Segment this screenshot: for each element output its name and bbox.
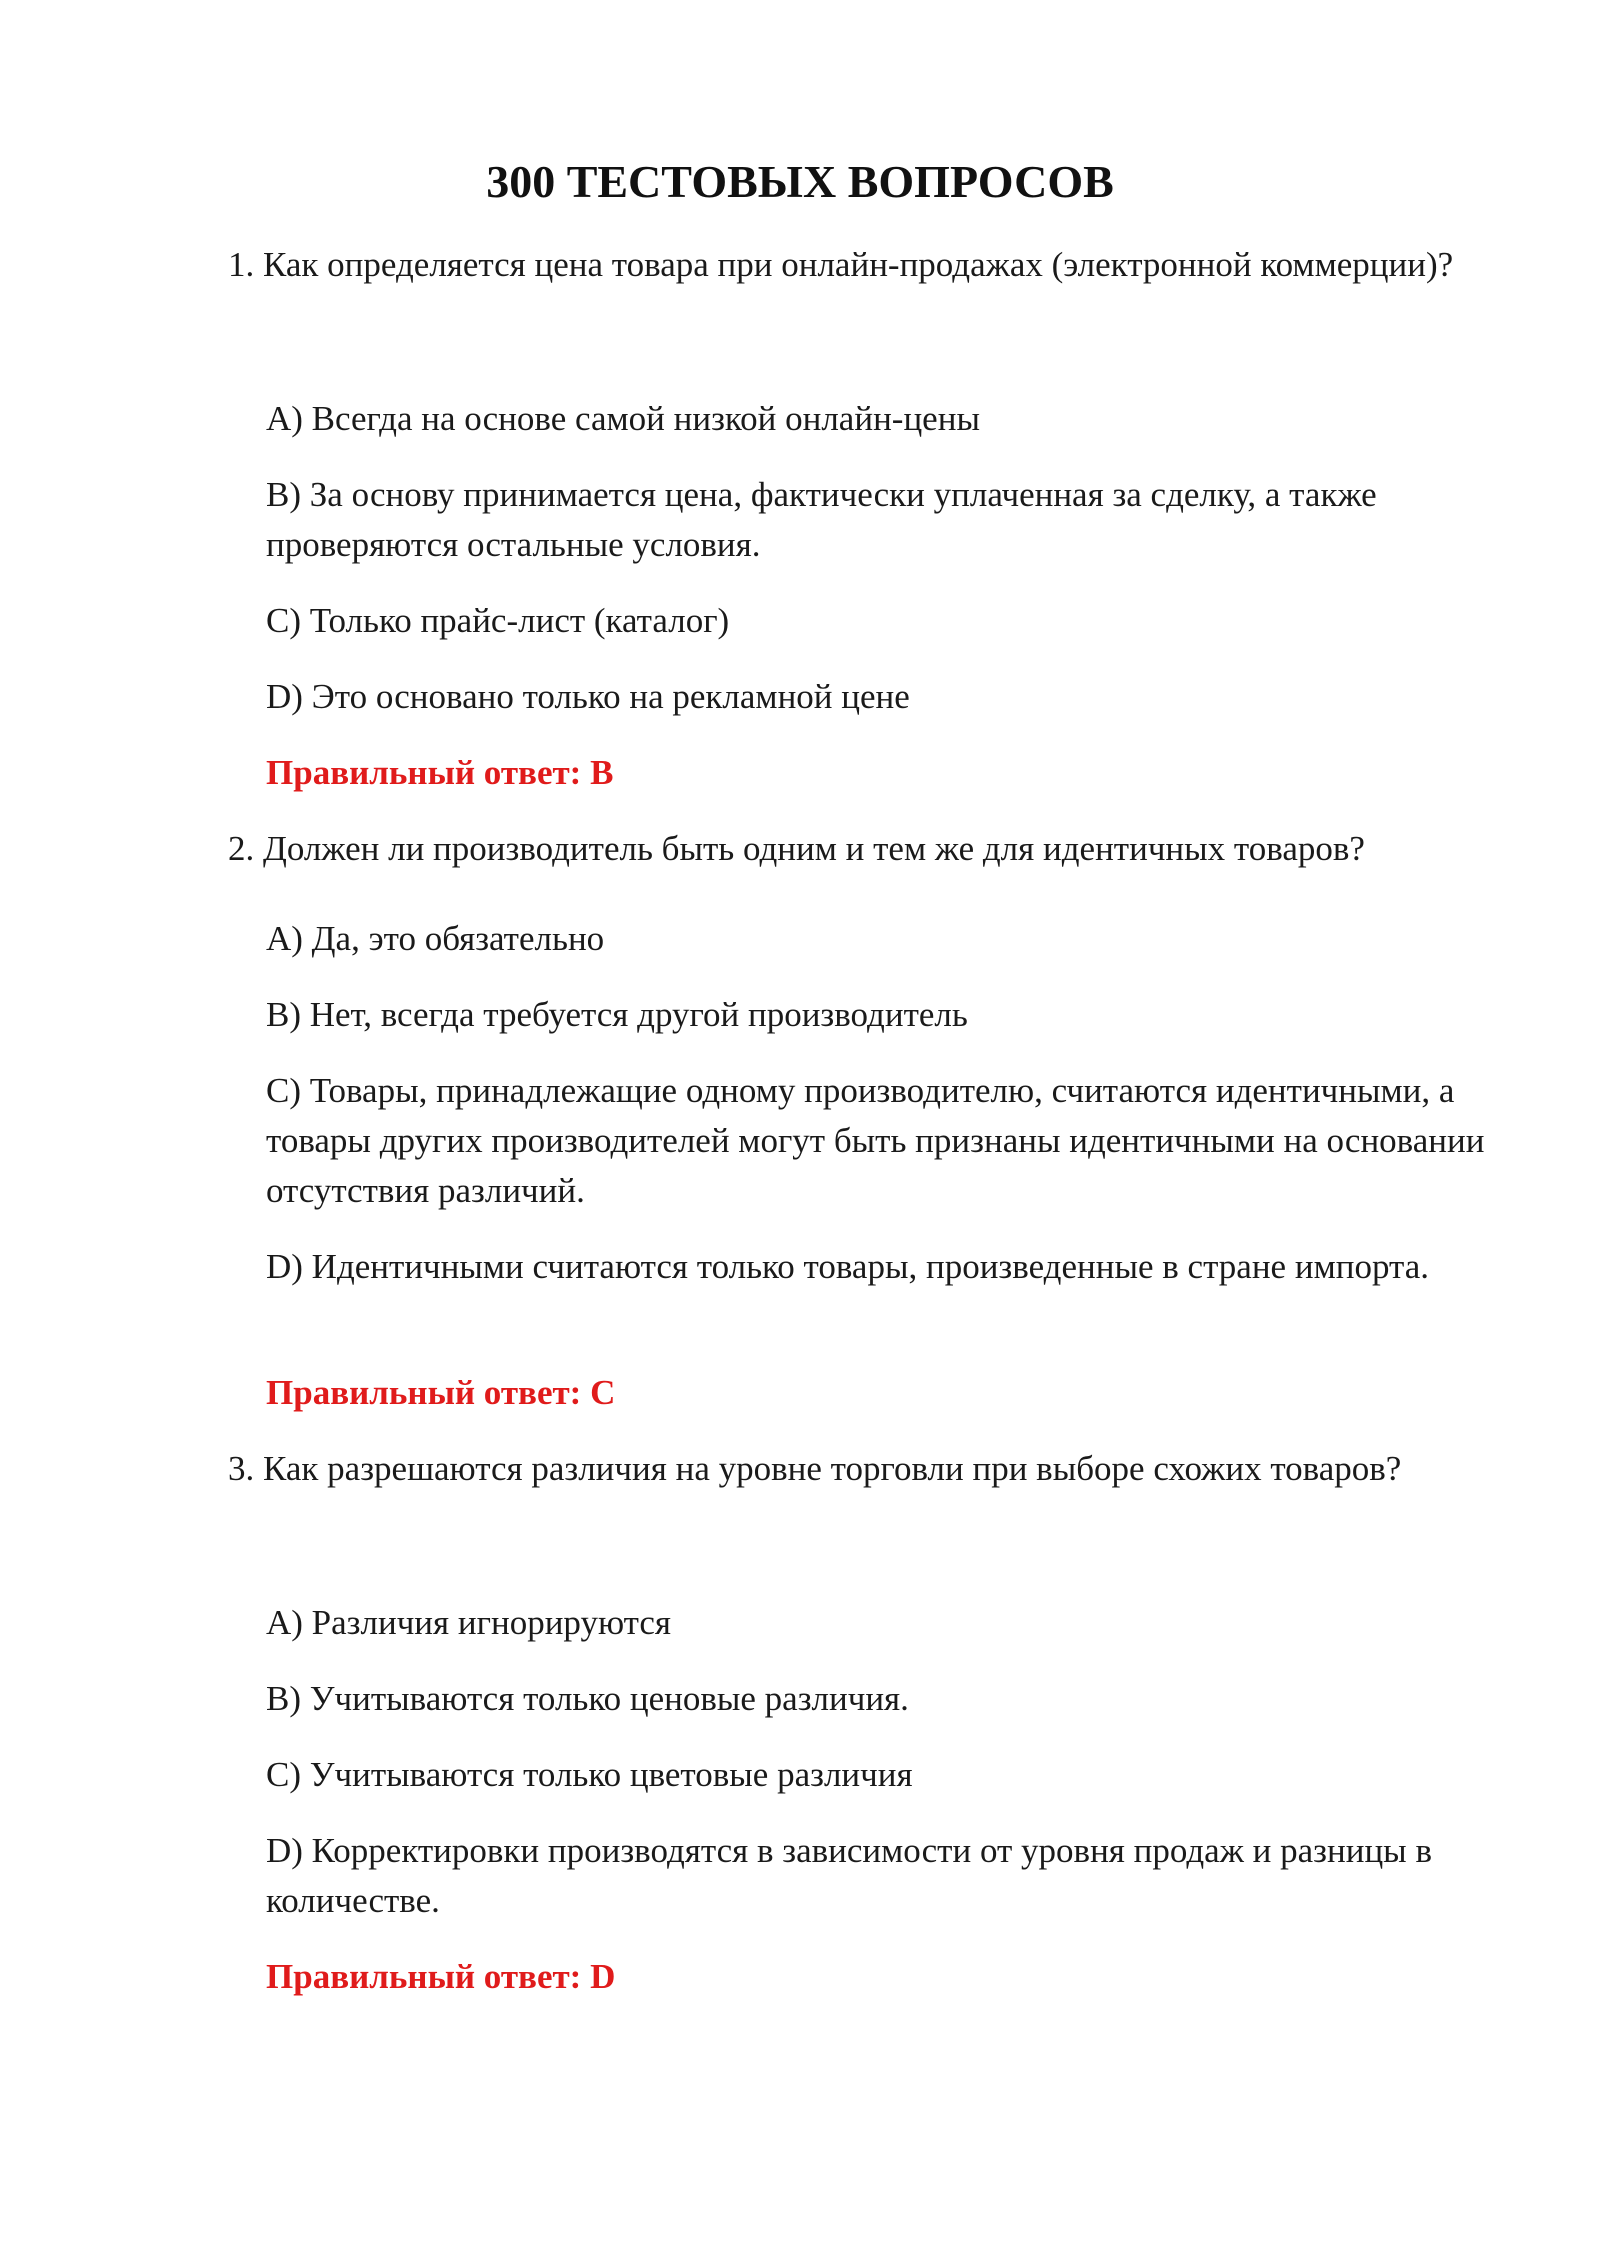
option-d: D) Это основано только на рекламной цене — [266, 677, 910, 716]
option-d: D) Корректировки производятся в зависимости от уровня продаж и разницы в количестве. — [266, 1831, 1432, 1920]
option-a: A) Всегда на основе самой низкой онлайн-цены — [266, 399, 980, 438]
correct-answer: Правильный ответ: B — [266, 753, 614, 792]
question-text: 2. Должен ли производитель быть одним и тем же для идентичных товаров? — [228, 829, 1365, 868]
option-c: C) Учитываются только цветовые различия — [266, 1755, 913, 1794]
question-text: 3. Как разрешаются различия на уровне торговли при выборе схожих товаров? — [228, 1449, 1402, 1488]
option-b: B) Нет, всегда требуется другой производитель — [266, 995, 968, 1034]
option-d: D) Идентичными считаются только товары, произведенные в стране импорта. — [266, 1247, 1429, 1286]
option-c: C) Только прайс-лист (каталог) — [266, 601, 730, 640]
option-b: B) За основу принимается цена, фактически уплаченная за сделку, а также проверяются остальные условия. — [266, 475, 1377, 564]
question-text: 1. Как определяется цена товара при онлайн-продажах (электронной коммерции)? — [228, 245, 1454, 284]
correct-answer: Правильный ответ: C — [266, 1373, 616, 1412]
option-b: B) Учитываются только ценовые различия. — [266, 1679, 909, 1718]
correct-answer: Правильный ответ: D — [266, 1957, 616, 1996]
document-title: 300 ТЕСТОВЫХ ВОПРОСОВ — [486, 156, 1114, 207]
option-c: C) Товары, принадлежащие одному производителю, считаются идентичными, а товары других производителей могут быть признаны идентичными на основании отсутствия различий. — [266, 1071, 1485, 1210]
option-a: A) Да, это обязательно — [266, 919, 605, 958]
option-a: A) Различия игнорируются — [266, 1603, 672, 1642]
